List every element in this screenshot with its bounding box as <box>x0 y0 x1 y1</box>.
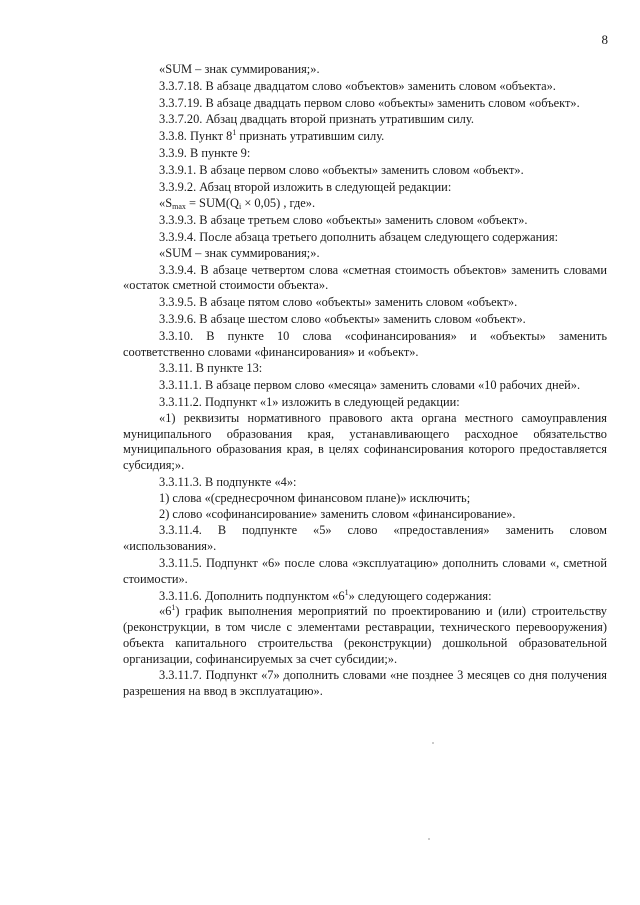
paragraph-3-3-7-19: 3.3.7.19. В абзаце двадцать первом слово «объекты» заменить словом «объект». <box>159 95 580 110</box>
paragraph-3-3-11-1: 3.3.11.1. В абзаце первом слово «месяца» заменить словами «10 рабочих дней». <box>159 378 581 393</box>
list-item-2: 2) слово «софинансирование» заменить словом «финансирование». <box>159 506 516 521</box>
superscript: 1 <box>171 603 176 613</box>
paragraph-3-3-11-6-text: 3.3.11.6. Дополнить подпунктом «6 <box>159 588 345 603</box>
paragraph-3-3-7-18: 3.3.7.18. В абзаце двадцатом слово «объектов» заменить словом «объекта». <box>159 78 556 93</box>
paragraph-3-3-9: 3.3.9. В пункте 9: <box>159 145 251 160</box>
paragraph-3-3-11-5: 3.3.11.5. Подпункт «6» после слова «эксплуатацию» дополнить словами «, сметной стоимости». <box>123 555 607 586</box>
scan-speck <box>428 838 430 840</box>
formula-part: «S <box>159 196 173 211</box>
list-item-1: 1) слова «(среднесрочном финансовом плане)» исключить; <box>159 490 471 505</box>
paragraph-3-3-11: 3.3.11. В пункте 13: <box>159 361 263 376</box>
paragraph-3-3-11-4: 3.3.11.4. В подпункте «5» слово «предоставления» заменить словом «использования». <box>123 523 607 554</box>
paragraph-sum-definition: «SUM – знак суммирования;». <box>159 62 320 76</box>
paragraph-3-3-9-6: 3.3.9.6. В абзаце шестом слово «объекты» заменить словом «объект». <box>159 311 526 326</box>
paragraph-3-3-9-4-b: 3.3.9.4. В абзаце четвертом слова «сметная стоимость объектов» заменить словами «остаток сметной стоимости объекта». <box>123 262 607 293</box>
superscript: 1 <box>344 587 349 597</box>
paragraph-3-3-11-6 <box>123 589 607 605</box>
paragraph-3-3-10: 3.3.10. В пункте 10 слова «софинансирования» и «объекты» заменить соответственно словами «финансирования» и «объект». <box>123 328 607 359</box>
formula-part: × 0,05) , где». <box>241 196 316 211</box>
formula <box>123 196 607 212</box>
paragraph-3-3-11-3: 3.3.11.3. В подпункте «4»: <box>159 474 297 489</box>
paragraph-3-3-9-1: 3.3.9.1. В абзаце первом слово «объекты» заменить словом «объект». <box>159 162 524 177</box>
scan-speck <box>432 742 434 744</box>
page-number: 8 <box>601 32 608 47</box>
paragraph-3-3-7-20: 3.3.7.20. Абзац двадцать второй признать утратившим силу. <box>159 112 474 127</box>
formula-part: = SUM(Q <box>185 196 239 211</box>
superscript: 1 <box>232 128 237 138</box>
paragraph-subitem-6-1-text <box>123 604 607 667</box>
paragraph-3-3-8-tail: признать утратившим силу. <box>236 129 385 144</box>
subitem-6-1-body: ) график выполнения мероприятий по проектированию и (или) строительству (реконструкции, в том числе с элементами реставрации, технического перевооружения) объекта капитального строительства (реконструкции) дошкольной образовательной организации, софинансируемых за счет субсидии;». <box>123 604 607 666</box>
paragraph-3-3-9-4: 3.3.9.4. После абзаца третьего дополнить абзацем следующего содержания: <box>159 229 559 244</box>
paragraph-3-3-9-5: 3.3.9.5. В абзаце пятом слово «объекты» заменить словом «объект». <box>159 295 518 310</box>
subitem-6-1-lead: «6 <box>159 604 172 619</box>
paragraph-3-3-11-2: 3.3.11.2. Подпункт «1» изложить в следующей редакции: <box>159 394 460 409</box>
subscript-i: i <box>239 202 242 212</box>
subscript-max: max <box>172 202 186 212</box>
paragraph-3-3-9-2: 3.3.9.2. Абзац второй изложить в следующей редакции: <box>159 179 452 194</box>
paragraph-subitem-1-text: «1) реквизиты нормативного правового акта органа местного самоуправления муниципального образования края, устанавливающего расходное обязательство муниципального образования края, в целях софинансирования которого предоставляется субсидия;». <box>123 410 607 473</box>
paragraph-3-3-8-text: 3.3.8. Пункт 8 <box>159 129 233 144</box>
paragraph-3-3-11-6-tail: » следующего содержания: <box>348 588 492 603</box>
document-body <box>123 62 607 700</box>
paragraph-3-3-11-7: 3.3.11.7. Подпункт «7» дополнить словами «не позднее 3 месяцев со дня получения разрешения на ввод в эксплуатацию». <box>123 668 607 699</box>
paragraph-3-3-8 <box>123 129 607 145</box>
paragraph-sum-definition-2: «SUM – знак суммирования;». <box>159 245 320 260</box>
paragraph-3-3-9-3: 3.3.9.3. В абзаце третьем слово «объекты» заменить словом «объект». <box>159 213 528 228</box>
